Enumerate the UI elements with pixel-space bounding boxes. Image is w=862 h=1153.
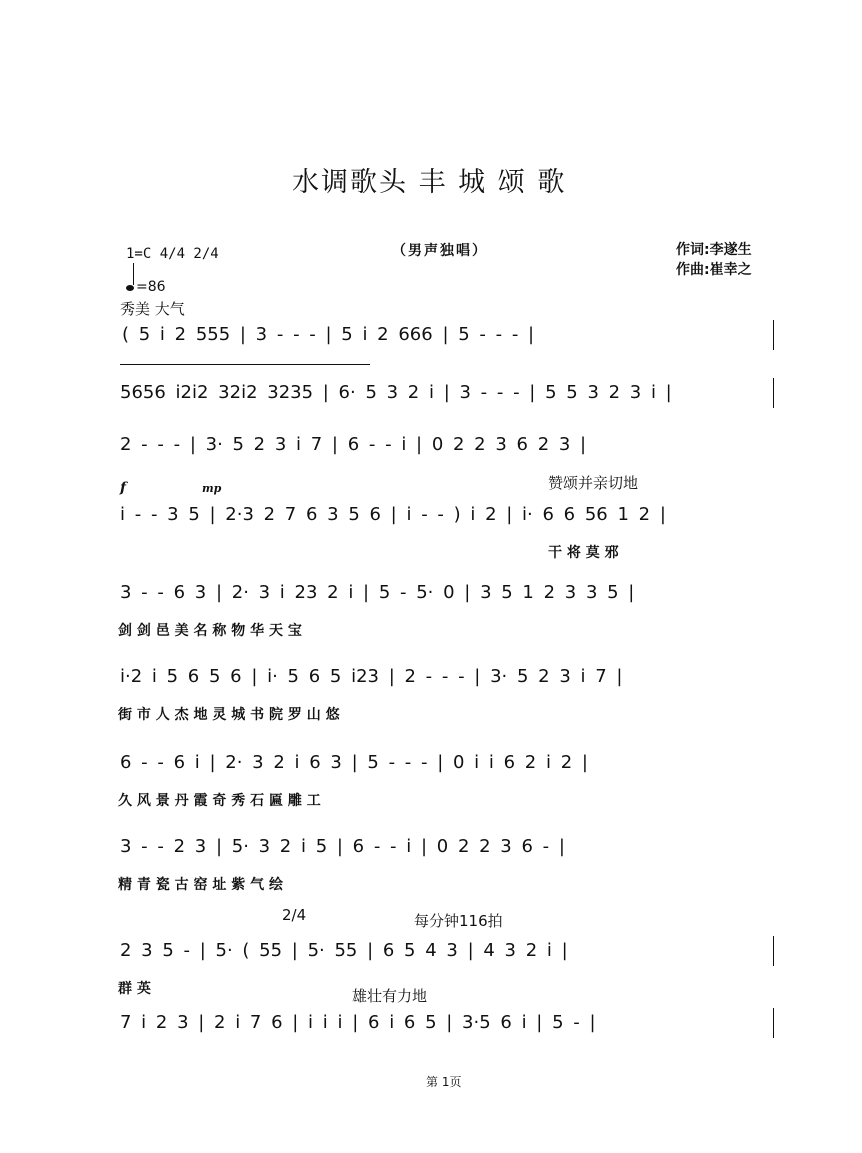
barline: [773, 936, 774, 966]
dynamic-f: f: [120, 480, 127, 496]
praise-annotation: 赞颂并亲切地: [548, 474, 639, 492]
barline: [773, 320, 774, 350]
notes-line: 3 - - 2 3 | 5· 3 2 i 5 | 6 - - i | 0 2 2 3 6 - |: [120, 836, 565, 857]
notes-line: 2 - - - | 3· 5 2 3 i 7 | 6 - - i | 0 2 2 3 6 2 3 |: [120, 434, 587, 455]
music-system-6: [0, 662, 862, 723]
music-system-4: [0, 500, 862, 561]
music-system-8: [0, 832, 862, 893]
lyrics-line: 精 青 瓷 古 窑 址 紫 气 绘: [118, 877, 283, 893]
meter-change: 2/4: [282, 906, 307, 924]
composer: 作曲:崔幸之: [676, 262, 752, 278]
lyricist: 作词:李遂生: [676, 242, 752, 258]
notes-line: 2 3 5 - | 5· ( 55 | 5· 55 | 6 5 4 3 | 4 3 2 i |: [120, 940, 568, 961]
subtitle: （男声独唱）: [392, 243, 488, 259]
notes-line: ( 5 i 2 555 | 3 - - - | 5 i 2 666 | 5 - - - |: [122, 324, 535, 345]
barline: [773, 378, 774, 408]
notes-line: 5656 i2i2 32i2 3235 | 6· 5 3 2 i | 3 - - - | 5 5 3 2 3 i |: [120, 382, 672, 403]
music-system-1: [0, 320, 862, 360]
key-signature: 1=C 4/4 2/4: [126, 246, 219, 262]
lyrics-line: 剑 剑 邑 美 名 称 物 华 天 宝: [118, 623, 302, 639]
music-system-3: [0, 430, 862, 470]
tempo-change: 每分钟116拍: [414, 912, 503, 930]
notes-line: i·2 i 5 6 5 6 | i· 5 6 5 i23 | 2 - - - | 3· 5 2 3 i 7 |: [120, 666, 623, 687]
notes-line: 3 - - 6 3 | 2· 3 i 23 2 i | 5 - 5· 0 | 3 5 1 2 3 3 5 |: [120, 582, 635, 603]
heroic-annotation: 雄壮有力地: [352, 987, 428, 1005]
notes-line: 6 - - 6 i | 2· 3 2 i 6 3 | 5 - - - | 0 i i 6 2 i 2 |: [120, 752, 588, 773]
music-system-10: [0, 1008, 862, 1048]
expression-mark: 秀美 大气: [120, 300, 185, 318]
music-system-5: [0, 578, 862, 639]
page-number: 第 1页: [426, 1075, 462, 1089]
lyrics-line: 干 将 莫 邪: [548, 545, 619, 561]
dynamic-mp: mp: [202, 482, 222, 495]
page-title: 水调歌头 丰 城 颂 歌: [292, 167, 567, 198]
quarter-note-icon: [126, 285, 134, 291]
lyrics-line: 久 风 景 丹 霞 奇 秀 石 匾 雕 工: [118, 793, 321, 809]
lyrics-line: 街 市 人 杰 地 灵 城 书 院 罗 山 悠: [118, 707, 340, 723]
barline: [773, 1008, 774, 1038]
tempo-value: =86: [136, 279, 166, 295]
tempo-marking: [126, 279, 166, 295]
notes-line: i - - 3 5 | 2·3 2 7 6 3 5 6 | i - - ) i 2 | i· 6 6 56 1 2 |: [120, 504, 666, 525]
music-system-2: [0, 378, 862, 418]
lyrics-line: 群 英: [118, 981, 151, 997]
music-system-7: [0, 748, 862, 809]
crescendo-line: [120, 364, 370, 365]
notes-line: 7 i 2 3 | 2 i 7 6 | i i i | 6 i 6 5 | 3·5 6 i | 5 - |: [120, 1012, 596, 1033]
